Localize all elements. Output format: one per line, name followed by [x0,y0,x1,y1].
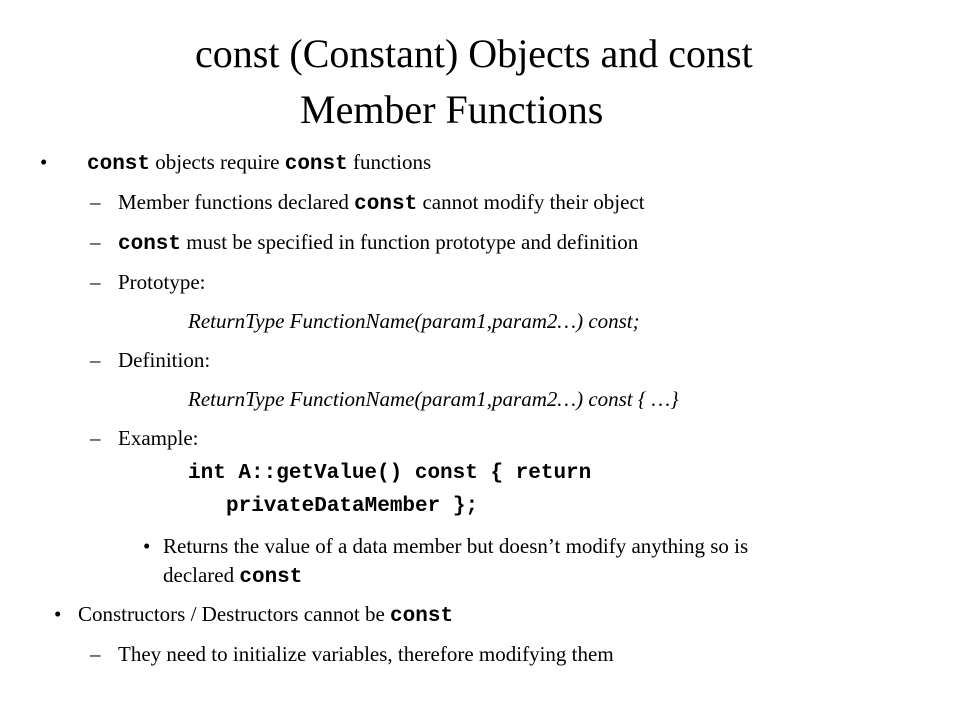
bullet-const-objects [87,152,431,175]
bullet-text: functions [347,150,432,174]
definition-syntax: ReturnType FunctionName(param1,param2…) const { …} [188,387,679,411]
dash-marker: – [90,270,101,294]
code-const: const [118,233,182,256]
dash-marker: – [90,642,101,666]
code-const: const [239,566,303,589]
prototype-syntax: ReturnType FunctionName(param1,param2…) const; [188,309,640,333]
example-note-line-1: Returns the value of a data member but doesn’t modify anything so is [163,534,749,558]
example-code-line-1: int A::getValue() const { return [188,462,592,485]
slide-title-line-1: const (Constant) Objects and const [195,31,753,76]
bullet-text: Constructors / Destructors cannot be [78,602,391,626]
subbullet-member-functions [90,192,645,215]
dash-marker: – [90,230,101,254]
subbullet-const-specified [90,232,638,255]
subbullet-text: Member functions declared [118,190,355,214]
bullet-marker: • [143,534,151,558]
code-const: const [87,153,151,176]
bullet-text: objects require [150,150,285,174]
subbullet-prototype [90,272,206,293]
subbullet-text: They need to initialize variables, therefore modifying them [118,642,614,666]
subbullet-example [90,428,198,449]
bullet-constructors [78,604,453,627]
bullet-marker: • [54,602,62,626]
note-text: declared [163,563,240,587]
code-const: const [354,193,418,216]
subbullet-initialize [90,644,614,665]
subbullet-text: must be specified in function prototype and definition [181,230,639,254]
dash-marker: – [90,426,101,450]
example-note-line-2 [163,565,302,588]
dash-marker: – [90,348,101,372]
bullet-marker: • [40,150,48,174]
code-const: const [390,605,454,628]
slide-title-line-2: Member Functions [300,87,604,132]
dash-marker: – [90,190,101,214]
subbullet-text: Prototype: [118,270,206,294]
code-const: const [284,153,348,176]
subbullet-text: cannot modify their object [417,190,645,214]
subbullet-text: Definition: [118,348,211,372]
subbullet-text: Example: [118,426,199,450]
subbullet-definition [90,350,210,371]
example-code-line-2: privateDataMember }; [226,495,479,518]
